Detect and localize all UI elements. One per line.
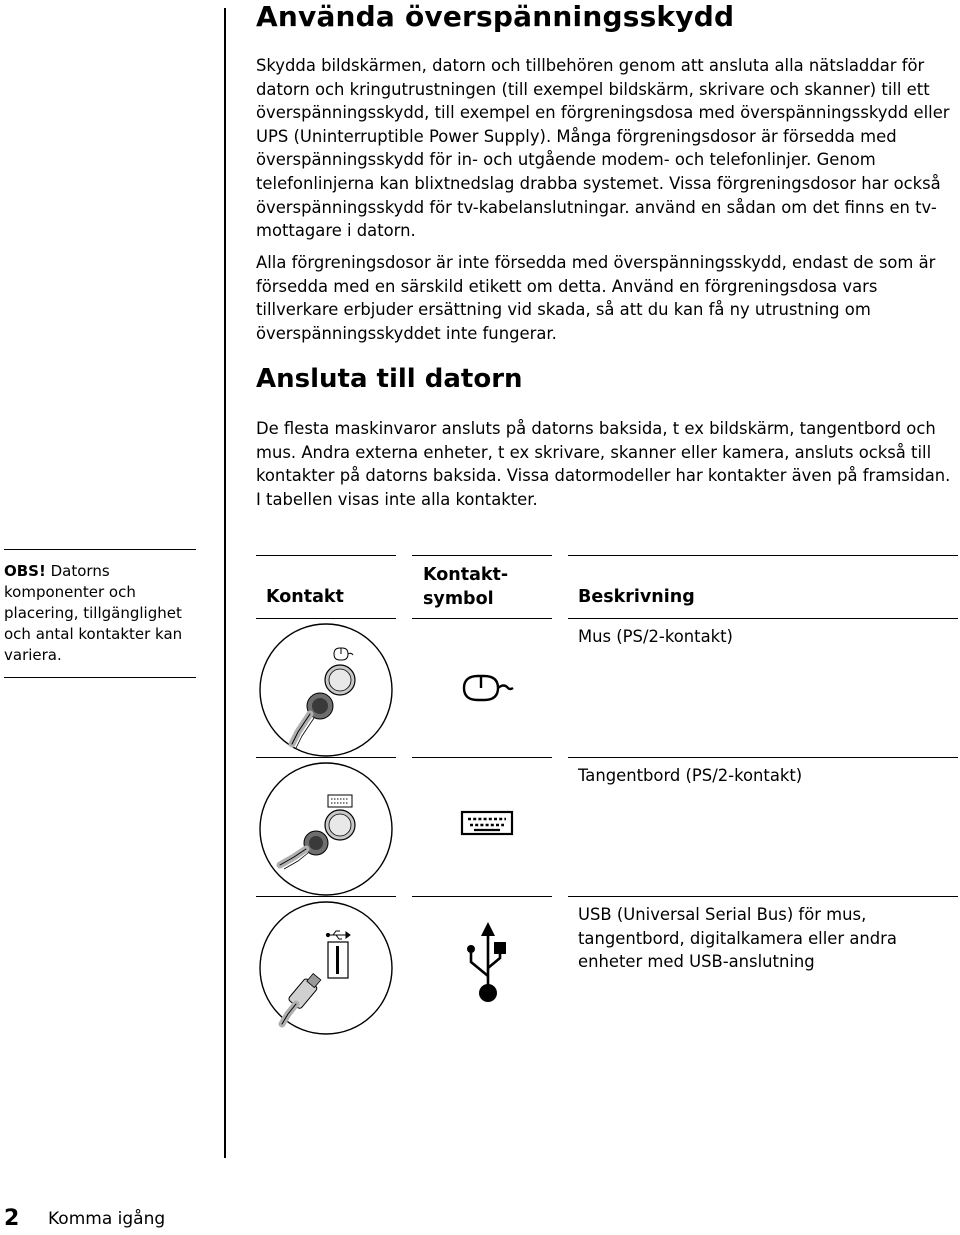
table-rule-row1-col3	[568, 757, 958, 758]
row-description-usb: USB (Universal Serial Bus) för mus, tangentbord, digitalkamera eller andra enheter med USB-anslutning	[578, 905, 897, 972]
ps2-keyboard-port-icon	[258, 761, 394, 897]
note-label: OBS!	[4, 562, 46, 580]
note-divider-bottom	[4, 677, 196, 678]
table-rule-row1-col1	[256, 757, 396, 758]
column-header-kontakt: Kontakt	[266, 587, 344, 607]
column-header-symbol: Kontakt-symbol	[423, 565, 509, 609]
table-rule-header-col2	[412, 618, 552, 619]
chapter-title: Komma igång	[48, 1209, 166, 1229]
table-rule-row2-col3	[568, 896, 958, 897]
usb-port-icon	[258, 900, 394, 1036]
table-rule-row2-col2	[412, 896, 552, 897]
table-rule-header-col3	[568, 618, 958, 619]
keyboard-icon	[460, 808, 516, 838]
section-title-surge-protection: Använda överspänningsskydd	[256, 0, 735, 33]
table-rule-top-col1	[256, 555, 396, 556]
surge-protection-paragraph-1: Skydda bildskärmen, datorn och tillbehören genom att ansluta alla nätsladdar för datorn och kringutrustningen (till exempel bildskärm, skrivare och skanner) till ett överspänningsskydd, till exempel en förgreningsdosa med överspänningsskydd eller UPS (Uninterruptible Power Supply). Många förgreningsdosor är försedda med överspänningsskydd för in- och utgående modem- och telefonlinjer. Genom telefonlinjerna kan blixtnedslag drabba systemet. Vissa förgreningsdosor har också överspänningsskydd för tv-kabelanslutningar. använd en sådan om det finns en tv-mottagare i datorn.	[256, 56, 950, 241]
page-number: 2	[4, 1206, 20, 1231]
column-header-beskrivning: Beskrivning	[578, 587, 695, 607]
usb-icon	[466, 920, 516, 1006]
table-rule-row1-col2	[412, 757, 552, 758]
connect-paragraph: De flesta maskinvaror ansluts på datorns baksida, t ex bildskärm, tangentbord och mus. Andra externa enheter, t ex skrivare, skanner eller kamera, ansluts också till kontakter på datorns baksida. Vissa datormodeller har kontakter även på framsidan. I tabellen visas inte alla kontakter.	[256, 419, 951, 509]
note-box	[4, 561, 196, 666]
note-divider-top	[4, 549, 196, 550]
table-rule-header-col1	[256, 618, 396, 619]
margin-rule	[224, 8, 226, 1158]
table-rule-top-col2	[412, 555, 552, 556]
table-rule-row2-col1	[256, 896, 396, 897]
note-text: Datorns komponenter och placering, tillgänglighet och antal kontakter kan variera.	[4, 562, 183, 664]
table-rule-top-col3	[568, 555, 958, 556]
row-description-keyboard: Tangentbord (PS/2-kontakt)	[578, 766, 803, 785]
surge-protection-paragraph-2: Alla förgreningsdosor är inte försedda med överspänningsskydd, endast de som är försedda med en särskild etikett om detta. Använd en förgreningsdosa vars tillverkare erbjuder ersättning vid skada, så att du kan få ny utrustning om överspänningsskyddet inte fungerar.	[256, 253, 936, 343]
section-title-connect: Ansluta till datorn	[256, 364, 523, 394]
row-description-mouse: Mus (PS/2-kontakt)	[578, 627, 733, 646]
mouse-icon	[460, 668, 516, 708]
ps2-mouse-port-icon	[258, 622, 394, 758]
